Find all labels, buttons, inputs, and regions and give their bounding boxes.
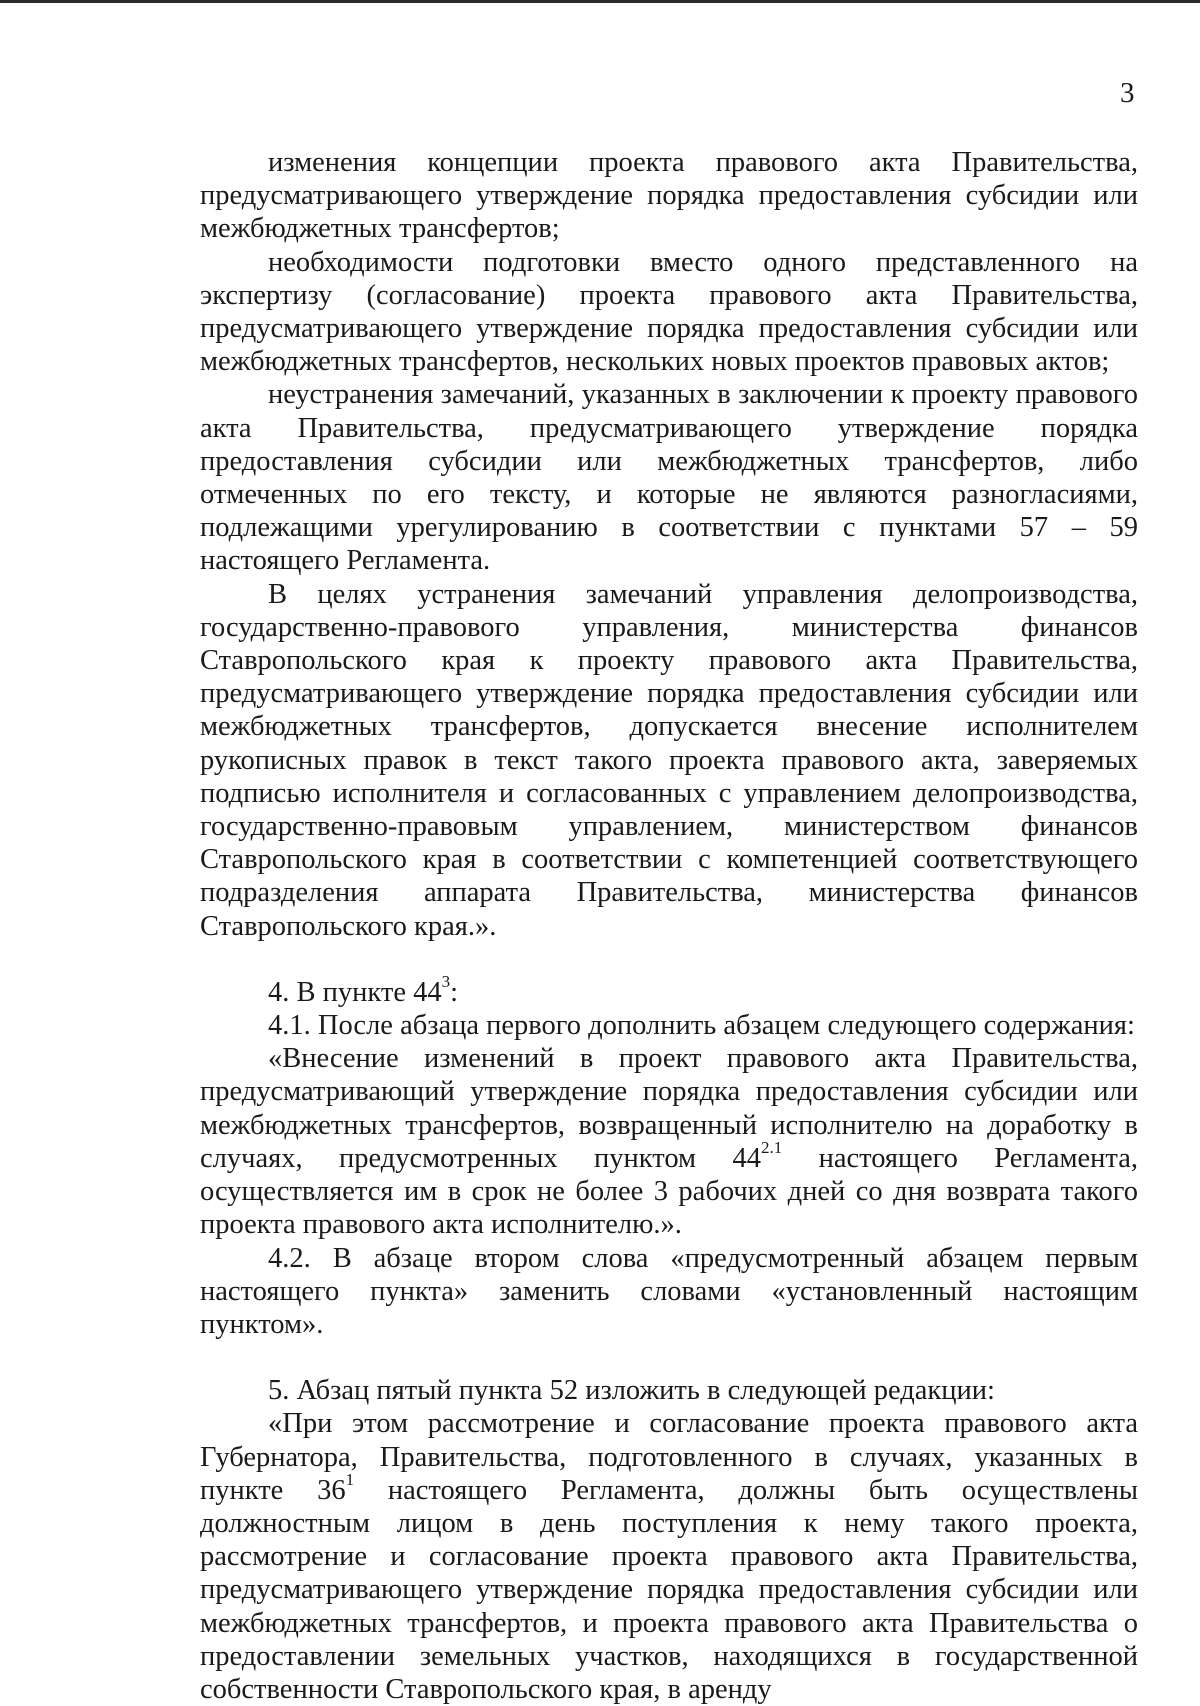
- item-4-1-quote-superscript: 2.1: [760, 1138, 783, 1158]
- document-body: [200, 146, 1138, 1706]
- item-5-quote-superscript: 1: [345, 1470, 355, 1490]
- item-4-superscript: 3: [441, 972, 451, 992]
- item-4-2: 4.2. В абзаце втором слова «предусмотренный абзацем первым настоящего пункта» заменить словами «установленный настоящим пунктом».: [200, 1242, 1138, 1340]
- item-5-quote-suffix: настоящего Регламента, должны быть осуществлены должностным лицом в день поступления к нему такого проекта, рассмотрение и согласование проекта правового акта Правительства, предусматривающего утверждение порядка предоставления субсидии или межбюджетных трансфертов, и проекта правового акта Правительства о предоставлении земельных участков, находящихся в государственной собственности Ставропольского края, в аренду: [200, 1474, 1138, 1705]
- paragraph-handwritten-edits: В целях устранения замечаний управления делопроизводства, государственно-правового управления, министерства финансов Ставропольского края к проекту правового акта Правительства, предусматривающего утверждение порядка предоставления субсидии или межбюджетных трансфертов, допускается внесение исполнителем рукописных правок в текст такого проекта правового акта, заверяемых подписью исполнителя и согласованных с управлением делопроизводства, государственно-правовым управлением, министерством финансов Ставропольского края в соответствии с компетенцией соответствующего подразделения аппарата Правительства, министерства финансов Ставропольского края.».: [200, 578, 1138, 942]
- item-5-quote-text: «При этом рассмотрение и согласование проекта правового акта Губернатора, Правительства, подготовленного в случаях, указанных в пункте 36: [200, 1408, 1138, 1506]
- item-4-text: 4. В пункте 44: [268, 976, 442, 1008]
- paragraph-unresolved-remarks: неустранения замечаний, указанных в заключении к проекту правового акта Правительства, предусматривающего утверждение порядка предоставления субсидии или межбюджетных трансфертов, либо отмеченных по его тексту, и которые не являются разногласиями, подлежащими урегулированию в соответствии с пунктами 57 – 59 настоящего Регламента.: [200, 379, 1138, 577]
- item-4-1-quote-suffix: настоящего Регламента, осуществляется им в срок не более 3 рабочих дней со дня возврата такого проекта правового акта исполнителю.».: [200, 1142, 1138, 1241]
- item-4-1: 4.1. После абзаца первого дополнить абзацем следующего содержания:: [268, 1010, 1135, 1042]
- item-4-heading: [200, 972, 1138, 1009]
- item-5-heading: 5. Абзац пятый пункта 52 изложить в следующей редакции:: [268, 1375, 995, 1407]
- item-4-1-quote-text: «Внесение изменений в проект правового акта Правительства, предусматривающий утверждение порядка предоставления субсидии или межбюджетных трансфертов, возвращенный исполнителю на доработку в случаях, предусмотренных пунктом 44: [200, 1043, 1138, 1174]
- paragraph-multiple-projects: необходимости подготовки вместо одного представленного на экспертизу (согласование) проекта правового акта Правительства, предусматривающего утверждение порядка предоставления субсидии или межбюджетных трансфертов, нескольких новых проектов правовых актов;: [200, 246, 1138, 378]
- page-number: 3: [1120, 77, 1135, 109]
- top-scan-border: [0, 0, 1200, 3]
- item-4-1-quote: [200, 1042, 1138, 1241]
- item-4-suffix: :: [450, 976, 459, 1008]
- item-5-quote: [200, 1407, 1138, 1706]
- paragraph-concept-change: изменения концепции проекта правового акта Правительства, предусматривающего утверждение порядка предоставления субсидии или межбюджетных трансфертов;: [200, 147, 1138, 245]
